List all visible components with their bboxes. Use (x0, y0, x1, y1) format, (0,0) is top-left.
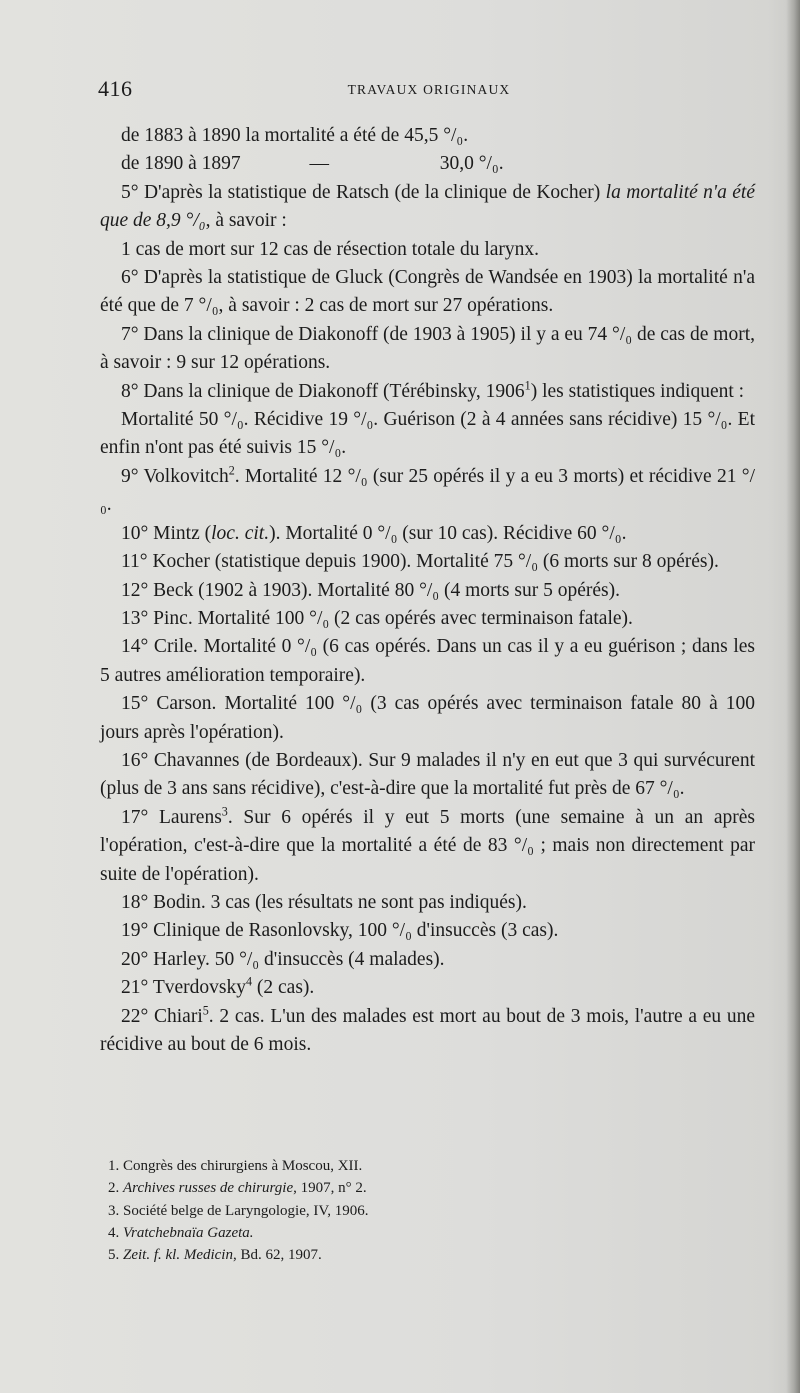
text-span: 22° Chiari (121, 1005, 203, 1027)
italic-span: la mortalité n'a été que de 8,9 °/₀ (100, 181, 756, 232)
footnote-ref: 4 (245, 974, 253, 989)
text-span: (2 cas). (252, 977, 315, 999)
text-span: 9° Volkovitch (121, 465, 229, 487)
paragraph-5-line (100, 236, 755, 264)
italic-span: Archives russes de chirurgie (123, 1180, 294, 1197)
paragraph-16: 16° Chavannes (de Bordeaux). Sur 9 malades il n'y en eut que 3 qui survécurent (plus de 3 ans sans récidive), c'est-à-dire que la mortalité fut près de 67 °/₀. (100, 749, 755, 800)
text-span: . Mortalité 12 °/₀ (sur 25 opérés il y a eu 3 morts) et récidive 21 °/₀. (100, 465, 755, 516)
footnote-5 (108, 1244, 708, 1266)
running-head: TRAVAUX ORIGINAUX (347, 82, 511, 97)
text-span: ) les statistiques indiquent : (530, 380, 745, 402)
footnote-ref: 1 (524, 378, 531, 393)
paragraph-7: 7° Dans la clinique de Diakonoff (de 1903 à 1905) il y a eu 74 °/₀ de cas de mort, à savoir : 9 sur 12 opérations. (100, 323, 755, 374)
text-span: 21° Tverdovsky (121, 977, 246, 999)
text-span: 2. (108, 1180, 123, 1197)
text-span: 30,0 °/₀. (439, 153, 504, 175)
line-1890-1897 (100, 150, 755, 178)
body-text (100, 122, 755, 1059)
dash: — (309, 153, 329, 175)
footnote-3: 3. Société belge de Laryngologie, IV, 1906. (108, 1202, 369, 1219)
paragraph-17 (100, 804, 755, 889)
footnote-2 (108, 1177, 708, 1199)
text-span: 4. (108, 1224, 123, 1241)
italic-span: Zeit. f. kl. Medicin (123, 1247, 233, 1264)
paragraph-10 (100, 520, 755, 548)
page-header (96, 76, 762, 106)
paragraph-6: 6° D'après la statistique de Gluck (Congrès de Wandsée en 1903) la mortalité n'a été que de 7 °/₀, à savoir : 2 cas de mort sur 27 opérations. (100, 267, 755, 317)
text-span: . 2 cas. L'un des malades est mort au bout de 3 mois, l'autre a eu une récidive au bout de 6 mois. (100, 1005, 755, 1055)
text-span: 1 cas de mort sur 12 cas de résection totale du larynx. (121, 238, 540, 260)
paragraph-11: 11° Kocher (statistique depuis 1900). Mortalité 75 °/₀ (6 morts sur 8 opérés). (121, 551, 719, 573)
paragraph-9 (100, 463, 755, 520)
paragraph-12: 12° Beck (1902 à 1903). Mortalité 80 °/₀ (4 morts sur 5 opérés). (121, 579, 620, 601)
page-edge-shadow (786, 0, 800, 1393)
text-span: de 1883 à 1890 la mortalité a été de 45,5 °/₀. (121, 125, 469, 146)
paragraph-19: 19° Clinique de Rasonlovsky, 100 °/₀ d'insuccès (3 cas). (121, 920, 559, 942)
paragraph-13: 13° Pinc. Mortalité 100 °/₀ (2 cas opérés avec terminaison fatale). (121, 607, 633, 629)
paragraph-21 (100, 974, 755, 1002)
paragraph-5 (100, 179, 755, 236)
paragraph-8 (100, 378, 755, 406)
text-span: , Bd. 62, 1907. (232, 1247, 322, 1264)
line-1883-1890 (100, 122, 755, 150)
text-span: ). Mortalité 0 °/₀ (sur 10 cas). Récidive 60 °/₀. (269, 522, 627, 544)
footnote-ref: 2 (228, 463, 235, 478)
text-span: 17° Laurens (121, 806, 222, 828)
text-span: , 1907, n° 2. (293, 1180, 367, 1197)
italic-span: Vratchebnaïa Gazeta. (123, 1224, 254, 1241)
text-span: . Sur 6 opérés il y eut 5 morts (une semaine à un an après l'opération, c'est-à-dire que la mortalité a été de 83 °/₀ ; mais non directement par suite de l'opération). (100, 806, 755, 885)
paragraph-14: 14° Crile. Mortalité 0 °/₀ (6 cas opérés. Dans un cas il y a eu guérison ; dans les 5 autres amélioration temporaire). (100, 636, 755, 686)
italic-span: loc. cit. (211, 522, 270, 544)
footnote-4 (108, 1222, 708, 1244)
paragraph-20: 20° Harley. 50 °/₀ d'insuccès (4 malades). (121, 948, 445, 970)
footnote-ref: 5 (202, 1003, 209, 1018)
text-span: 10° Mintz ( (121, 522, 212, 544)
paragraph-22 (100, 1003, 755, 1060)
page-number: 416 (98, 76, 133, 101)
footnotes (108, 1155, 708, 1266)
text-span: 5° D'après la statistique de Ratsch (de la clinique de Kocher) (121, 181, 601, 203)
footnote-ref: 3 (221, 804, 228, 819)
paragraph-18: 18° Bodin. 3 cas (les résultats ne sont pas indiqués). (121, 891, 527, 913)
text-span: 8° Dans la clinique de Diakonoff (Térébinsky, 1906 (121, 380, 525, 402)
text-span: 5. (108, 1247, 123, 1264)
footnote-1: 1. Congrès des chirurgiens à Moscou, XII. (108, 1158, 363, 1174)
text-span: de 1890 à 1897 (121, 153, 241, 175)
text-span: , à savoir : (205, 210, 287, 232)
paragraph-8-stats: Mortalité 50 °/₀. Récidive 19 °/₀. Guérison (2 à 4 années sans récidive) 15 °/₀. Et enfin n'ont pas été suivis 15 °/₀. (100, 409, 755, 459)
paragraph-15: 15° Carson. Mortalité 100 °/₀ (3 cas opérés avec terminaison fatale 80 à 100 jours après l'opération). (100, 693, 755, 743)
